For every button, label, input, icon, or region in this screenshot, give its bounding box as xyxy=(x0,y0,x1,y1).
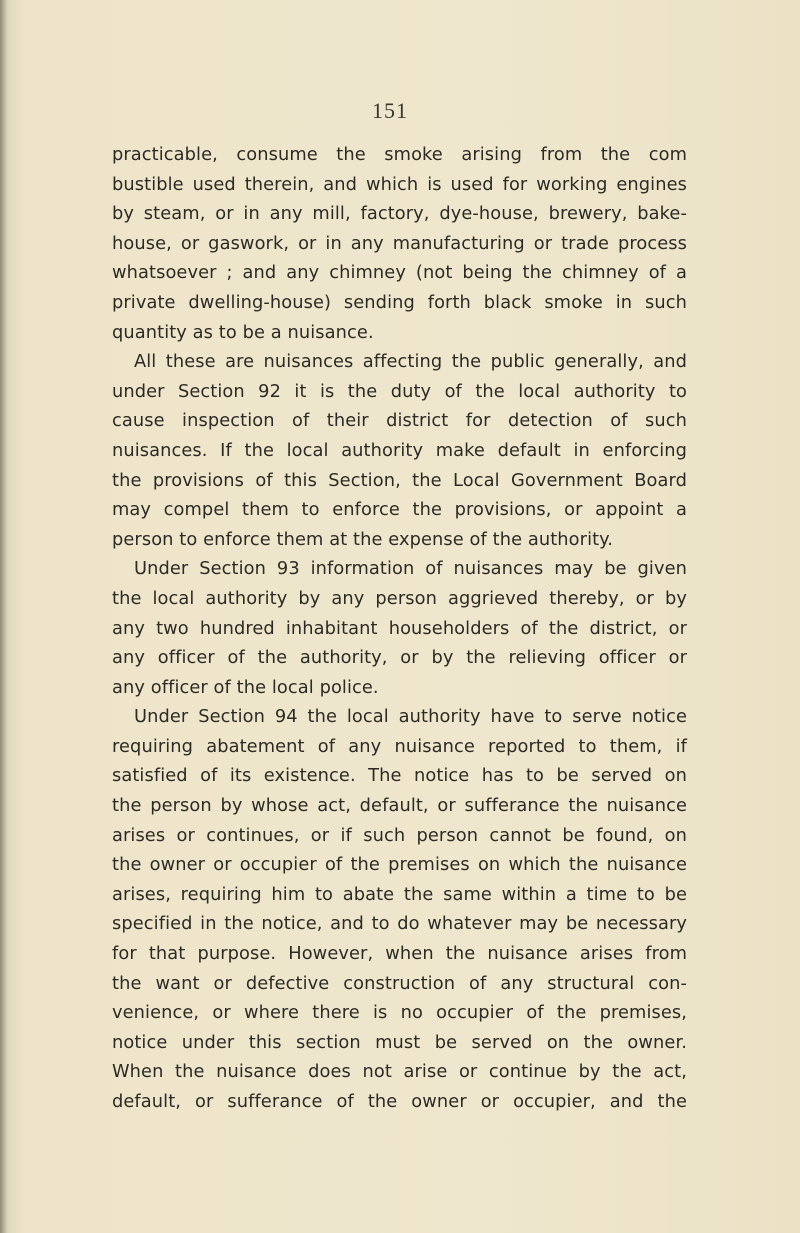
text-line: requiring abatement of any nuisance reported to them, if xyxy=(112,735,687,757)
text-line: arises or continues, or if such person cannot be found, on xyxy=(112,824,687,846)
binding-gutter xyxy=(0,0,7,1233)
text-line: satisfied of its existence. The notice has to be served on xyxy=(112,765,687,787)
text-line: cause inspection of their district for detection of such xyxy=(112,410,687,432)
text-line: any officer of the local police. xyxy=(112,676,379,698)
text-line: the person by whose act, default, or sufferance the nuisance xyxy=(112,795,687,817)
page-number: 151 xyxy=(372,98,408,123)
text-line: venience, or where there is no occupier of the premises, xyxy=(112,1002,687,1024)
text-line: practicable, consume the smoke arising from the com xyxy=(112,144,687,165)
text-line: bustible used therein, and which is used for working engines xyxy=(112,173,687,195)
text-line: the want or defective construction of any structural con- xyxy=(112,972,687,994)
text-line: any two hundred inhabitant householders of the district, or xyxy=(112,617,687,639)
text-line: Under Section 94 the local authority have to serve notice xyxy=(134,706,687,728)
text-line: may compel them to enforce the provisions, or appoint a xyxy=(112,499,687,521)
text-line: specified in the notice, and to do whatever may be necessary xyxy=(112,913,687,935)
text-line: arises, requiring him to abate the same within a time to be xyxy=(112,883,687,905)
text-line: the owner or occupier of the premises on which the nuisance xyxy=(112,854,687,876)
text-line: whatsoever ; and any chimney (not being the chimney of a xyxy=(112,262,687,284)
text-line: under Section 92 it is the duty of the local authority to xyxy=(112,380,687,402)
text-line: notice under this section must be served on the owner. xyxy=(112,1031,687,1053)
text-line: any officer of the authority, or by the relieving officer or xyxy=(112,647,687,669)
text-line: for that purpose. However, when the nuisance arises from xyxy=(112,943,687,965)
text-line: All these are nuisances affecting the public generally, and xyxy=(134,351,687,373)
body-text xyxy=(112,140,687,1117)
text-line: nuisances. If the local authority make default in enforcing xyxy=(112,439,687,461)
text-line: private dwelling-house) sending forth black smoke in such xyxy=(112,291,687,313)
text-line: quantity as to be a nuisance. xyxy=(112,321,374,343)
text-line: Under Section 93 information of nuisances may be given xyxy=(134,558,687,580)
text-line: by steam, or in any mill, factory, dye-house, brewery, bake- xyxy=(112,203,687,225)
text-line: When the nuisance does not arise or continue by the act, xyxy=(112,1061,687,1083)
text-line: the local authority by any person aggrieved thereby, or by xyxy=(112,587,687,609)
text-line: the provisions of this Section, the Local Government Board xyxy=(112,469,687,491)
text-line: house, or gaswork, or in any manufacturing or trade process xyxy=(112,232,687,254)
text-line: default, or sufferance of the owner or occupier, and the xyxy=(112,1091,687,1112)
text-line: person to enforce them at the expense of the authority. xyxy=(112,528,614,550)
